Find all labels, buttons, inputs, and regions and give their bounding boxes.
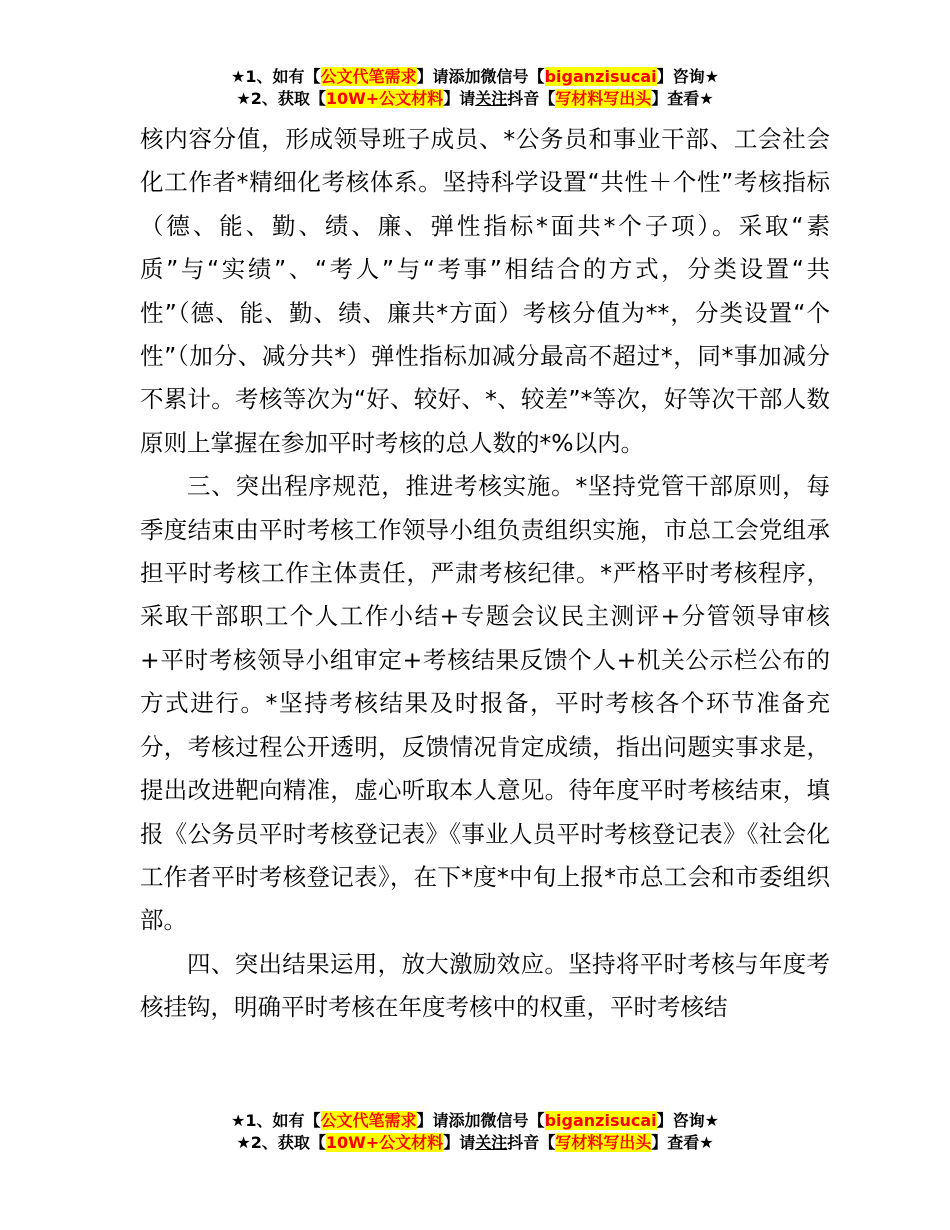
header-banner [0,66,950,110]
paragraph-section-4: 四、突出结果运用，放大激励效应。坚持将平时考核与年度考核挂钩，明确平时考核在年度考核中的权重，平时考核结 [140,949,830,1022]
footer-line-2: ★2、获取【10W+公文材料】请关注抖音【写材料写出头】查看★ [236,1133,714,1152]
header-line-1: ★1、如有【公文代笔需求】请添加微信号【biganzisucai】咨询★ [231,67,719,86]
highlight-ghostwriting: 公文代笔需求 [320,1111,417,1130]
highlight-materials: 10W+公文材料 [325,1133,444,1152]
footer-line-1: ★1、如有【公文代笔需求】请添加微信号【biganzisucai】咨询★ [231,1111,719,1130]
highlight-wechat-id: biganzisucai [544,1111,657,1130]
paragraph-continuation: 核内容分值，形成领导班子成员、*公务员和事业干部、工会社会化工作者*精细化考核体系。坚持科学设置“共性＋个性”考核指标（德、能、勤、绩、廉、弹性指标*面共*个子项）。采取“素质”与“实绩”、“考人”与“考事”相结合的方式，分类设置“共性”（德、能、勤、绩、廉共*方面）考核分值为**，分类设置“个性”（加分、减分共*）弹性指标加减分最高不超过*，同*事加减分不累计。考核等次为“好、较好、*、较差”*等次，好等次干部人数原则上掌握在参加平时考核的总人数的*%以内。 [140,125,830,457]
highlight-materials: 10W+公文材料 [325,89,444,108]
highlight-douyin: 写材料写出头 [555,1133,652,1152]
footer-banner [0,1110,950,1154]
header-line-2: ★2、获取【10W+公文材料】请关注抖音【写材料写出头】查看★ [236,89,714,108]
highlight-wechat-id: biganzisucai [544,67,657,86]
highlight-douyin: 写材料写出头 [555,89,652,108]
paragraph-section-3: 三、突出程序规范，推进考核实施。*坚持党管干部原则，每季度结束由平时考核工作领导小组负责组织实施，市总工会党组承担平时考核工作主体责任，严肃考核纪律。*严格平时考核程序，采取干部职工个人工作小结+专题会议民主测评+分管领导审核+平时考核领导小组审定+考核结果反馈个人+机关公示栏公布的方式进行。*坚持考核结果及时报备，平时考核各个环节准备充分，考核过程公开透明，反馈情况肯定成绩，指出问题实事求是，提出改进靶向精准，虚心听取本人意见。待年度平时考核结束，填报《公务员平时考核登记表》《事业人员平时考核登记表》《社会化工作者平时考核登记表》，在下*度*中旬上报*市总工会和市委组织部。 [140,472,830,935]
document-body [140,118,830,1030]
highlight-ghostwriting: 公文代笔需求 [320,67,417,86]
